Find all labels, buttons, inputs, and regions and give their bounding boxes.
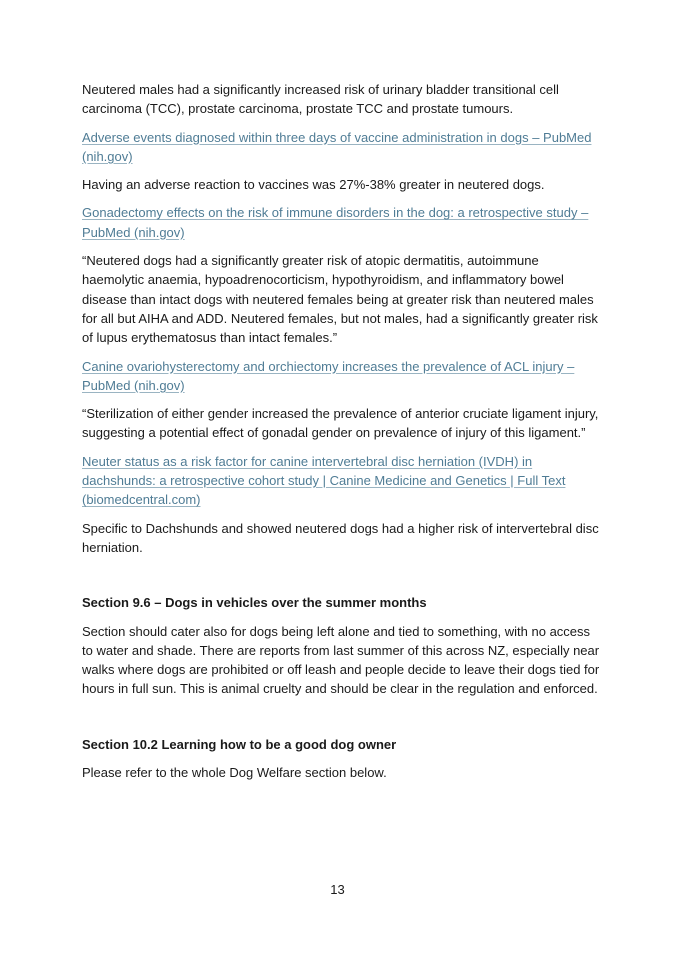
link-ivdh-dachshunds[interactable]: Neuter status as a risk factor for canine intervertebral disc herniation (IVDH) in dachshunds: a retrospective cohort study | Canine Medicine and Genetics | Full Text (biomedcentral.com) [82,453,566,508]
link-gonadectomy-immune-disorders[interactable]: Gonadectomy effects on the risk of immune disorders in the dog: a retrospective study – PubMed (nih.gov) [82,205,589,240]
quote-acl-injury: “Sterilization of either gender increased the prevalence of anterior cruciate ligament injury, suggesting a potential effect of gonadal gender on prevalence of injury of this ligament.” [82,406,599,441]
heading-section-9-6: Section 9.6 – Dogs in vehicles over the summer months [82,595,427,611]
page-number: 13 [330,882,345,897]
paragraph-section-9-6: Section should cater also for dogs being left alone and tied to something, with no access to water and shade. There are reports from last summer of this across NZ, especially near walks where dogs are prohibited or off leash and people decide to leave their dogs tied for hours in full sun. This is animal cruelty and should be clear in the regulation and enforced. [82,623,600,697]
paragraph-neutered-males-cancer: Neutered males had a significantly increased risk of urinary bladder transitional cell carcinoma (TCC), prostate carcinoma, prostate TCC and prostate tumours. [82,82,559,117]
document-body [82,80,602,782]
heading-section-10-2: Section 10.2 Learning how to be a good dog owner [82,736,397,752]
link-vaccine-adverse-events[interactable]: Adverse events diagnosed within three days of vaccine administration in dogs – PubMed (nih.gov) [82,129,592,164]
quote-immune-disorders: “Neutered dogs had a significantly greater risk of atopic dermatitis, autoimmune haemolytic anaemia, hypoadrenocorticism, hypothyroidism, and inflammatory bowel disease than intact dogs with neutered females being at greater risk than neutered males for all but AIHA and ADD. Neutered females, but not males, had a significantly greater risk of lupus erythematosus than intact females.” [82,253,598,346]
link-acl-injury[interactable]: Canine ovariohysterectomy and orchiectomy increases the prevalence of ACL injury – PubMed (nih.gov) [82,358,575,393]
paragraph-vaccine-reaction: Having an adverse reaction to vaccines was 27%-38% greater in neutered dogs. [82,177,545,193]
paragraph-section-10-2: Please refer to the whole Dog Welfare section below. [82,765,387,781]
paragraph-dachshunds: Specific to Dachshunds and showed neutered dogs had a higher risk of intervertebral disc herniation. [82,520,599,555]
